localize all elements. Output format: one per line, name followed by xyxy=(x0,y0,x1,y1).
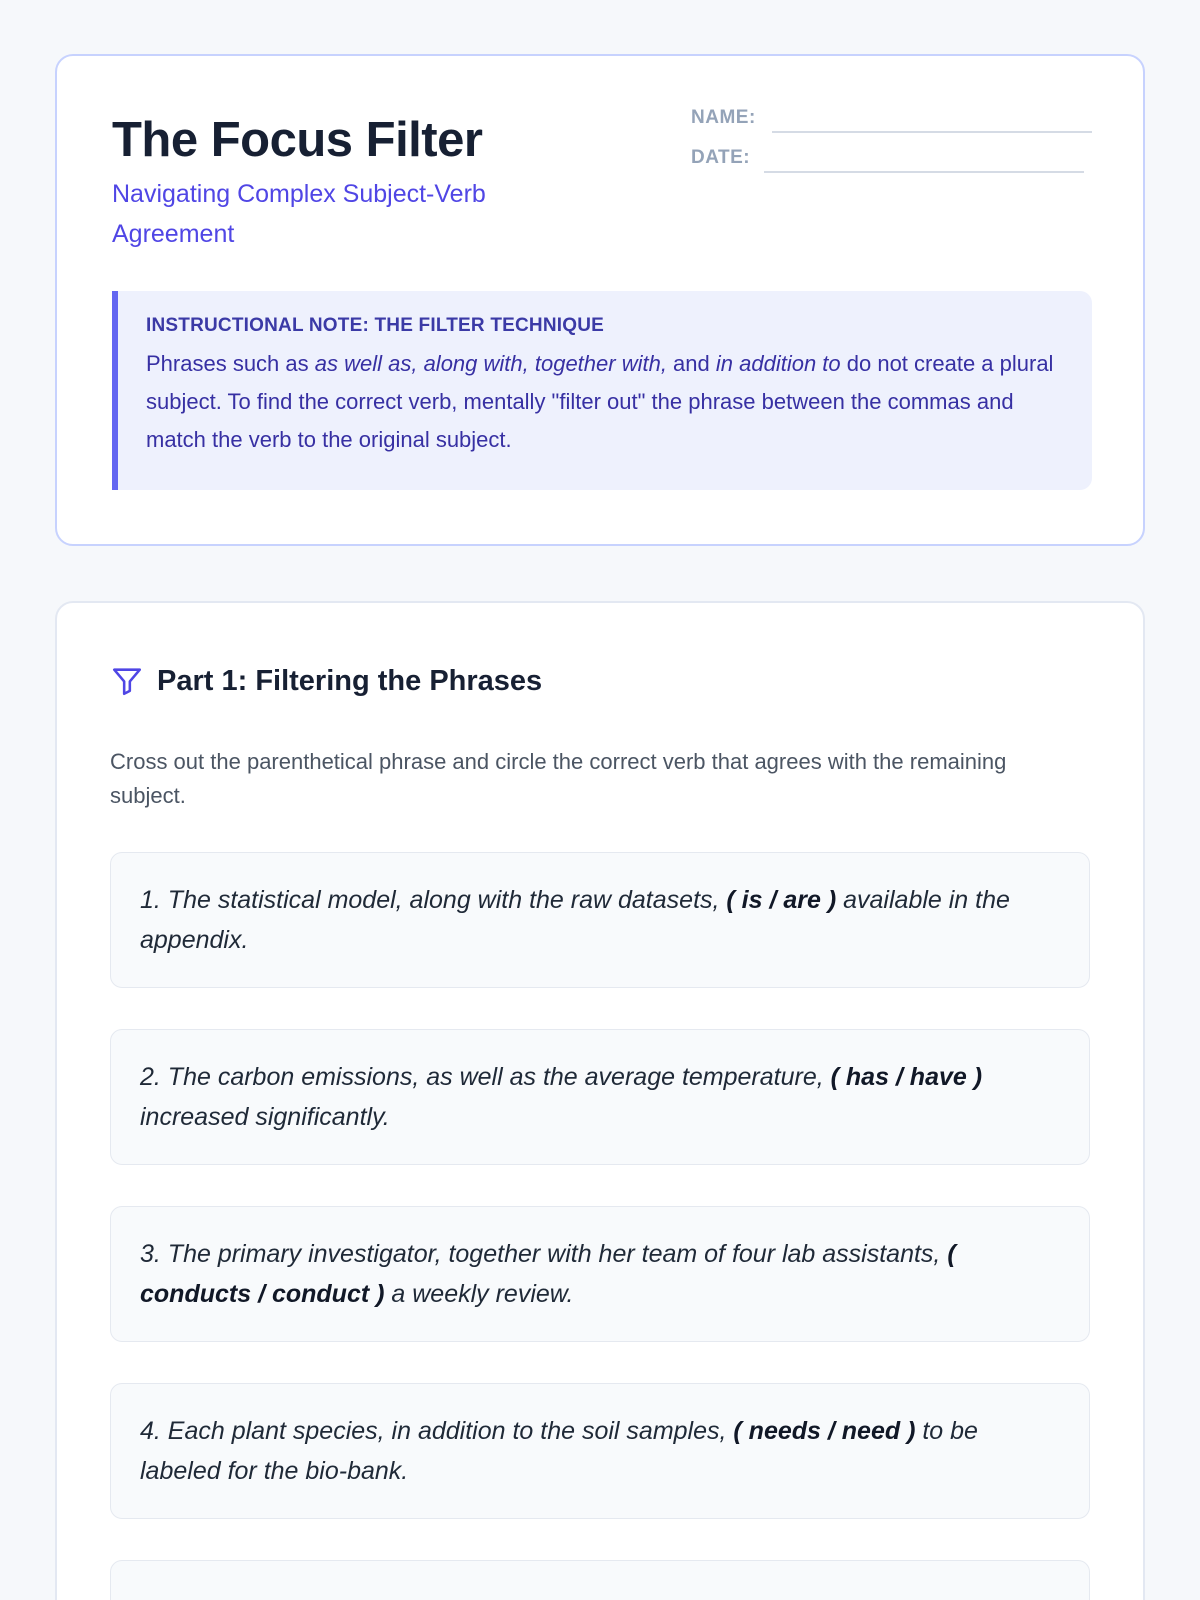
exercise-text-before: 2. The carbon emissions, as well as the average temperature, xyxy=(140,1063,831,1091)
exercise-text-after: available in the appendix. xyxy=(140,886,1010,954)
date-label: DATE: xyxy=(691,147,751,168)
date-field[interactable] xyxy=(764,171,1084,173)
name-row xyxy=(691,107,1091,137)
note-heading: INSTRUCTIONAL NOTE: THE FILTER TECHNIQUE xyxy=(146,315,605,336)
exercise-text-after: a weekly review. xyxy=(384,1280,574,1308)
exercise-item-3 xyxy=(110,1206,1090,1342)
date-row xyxy=(691,147,1091,177)
note-body-suffix: do not create a plural subject. To find the correct verb, mentally "filter out" the phrase between the commas and match the verb to the original subject. xyxy=(146,351,1054,452)
header-card xyxy=(55,54,1145,546)
exercise-item-5 xyxy=(110,1560,1090,1600)
note-phrase-list: as well as, along with, together with, xyxy=(314,351,667,376)
exercise-text xyxy=(140,1234,1060,1314)
note-body xyxy=(146,345,1064,459)
page-subtitle: Navigating Complex Subject-Verb Agreement xyxy=(112,180,486,248)
verb-choice[interactable]: ( is / are ) xyxy=(726,886,837,914)
name-label: NAME: xyxy=(691,107,756,128)
instructional-note xyxy=(112,291,1092,490)
part-1-card xyxy=(55,601,1145,1600)
exercise-text-before: 3. The primary investigator, together with her team of four lab assistants, xyxy=(140,1240,948,1268)
exercise-text-after: increased significantly. xyxy=(140,1103,390,1131)
name-field[interactable] xyxy=(772,131,1092,133)
part-1-instructions: Cross out the parenthetical phrase and circle the correct verb that agrees with the remaining subject. xyxy=(110,749,1007,808)
exercise-text-after: to be labeled for the bio-bank. xyxy=(140,1417,978,1485)
part-1-title: Part 1: Filtering the Phrases xyxy=(157,665,543,697)
exercise-text-before: 1. The statistical model, along with the raw datasets, xyxy=(140,886,727,914)
exercise-item-2 xyxy=(110,1029,1090,1165)
note-body-prefix: Phrases such as xyxy=(146,351,315,376)
exercise-text xyxy=(140,1411,1060,1491)
exercise-text-before: 4. Each plant species, in addition to the soil samples, xyxy=(140,1417,734,1445)
exercise-item-1 xyxy=(110,852,1090,988)
exercise-text xyxy=(140,880,1060,960)
verb-choice[interactable]: ( conducts / conduct ) xyxy=(140,1240,956,1308)
verb-choice[interactable]: ( has / have ) xyxy=(830,1063,983,1091)
verb-choice[interactable]: ( needs / need ) xyxy=(733,1417,916,1445)
page-title: The Focus Filter xyxy=(112,113,483,167)
note-conjunction: and xyxy=(666,351,716,376)
note-phrase-addition: in addition to xyxy=(715,351,841,376)
exercise-text xyxy=(140,1057,1060,1137)
filter-icon xyxy=(110,664,144,698)
exercise-item-4 xyxy=(110,1383,1090,1519)
